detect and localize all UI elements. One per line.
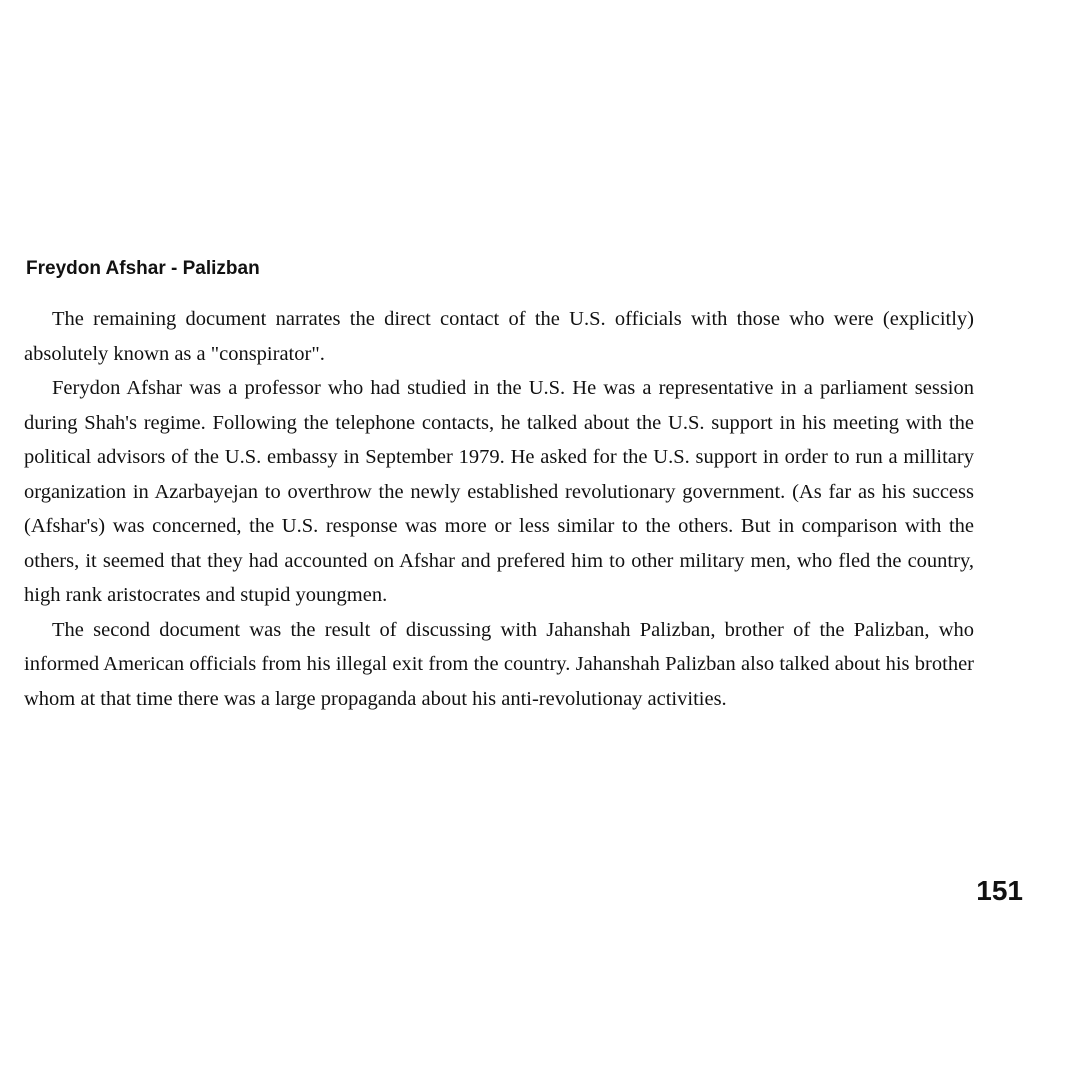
section-heading: Freydon Afshar - Palizban [26,258,260,279]
page-number: 151 [976,875,1023,906]
body-text [24,302,974,716]
paragraph-palizban: The second document was the result of discussing with Jahanshah Palizban, brother of the Palizban, who informed American officials from his illegal exit from the country. Jahanshah Palizban also talked about his brother whom at that time there was a large propaganda about his anti-revolutionay activities. [24,618,974,710]
paragraph-intro: The remaining document narrates the direct contact of the U.S. officials with those who were (explicitly) absolutely known as a "conspirator". [24,308,974,365]
paragraph-afshar: Ferydon Afshar was a professor who had studied in the U.S. He was a representative in a parliament session during Shah's regime. Following the telephone contacts, he talked about the U.S. support in his meeting with the political advisors of the U.S. embassy in September 1979. He asked for the U.S. support in order to run a millitary organization in Azarbayejan to overthrow the newly established revolutionary government. (As far as his success (Afshar's) was concerned, the U.S. response was more or less similar to the others. But in comparison with the others, it seemed that they had accounted on Afshar and prefered him to other military men, who fled the country, high rank aristocrates and stupid youngmen. [24,377,974,606]
